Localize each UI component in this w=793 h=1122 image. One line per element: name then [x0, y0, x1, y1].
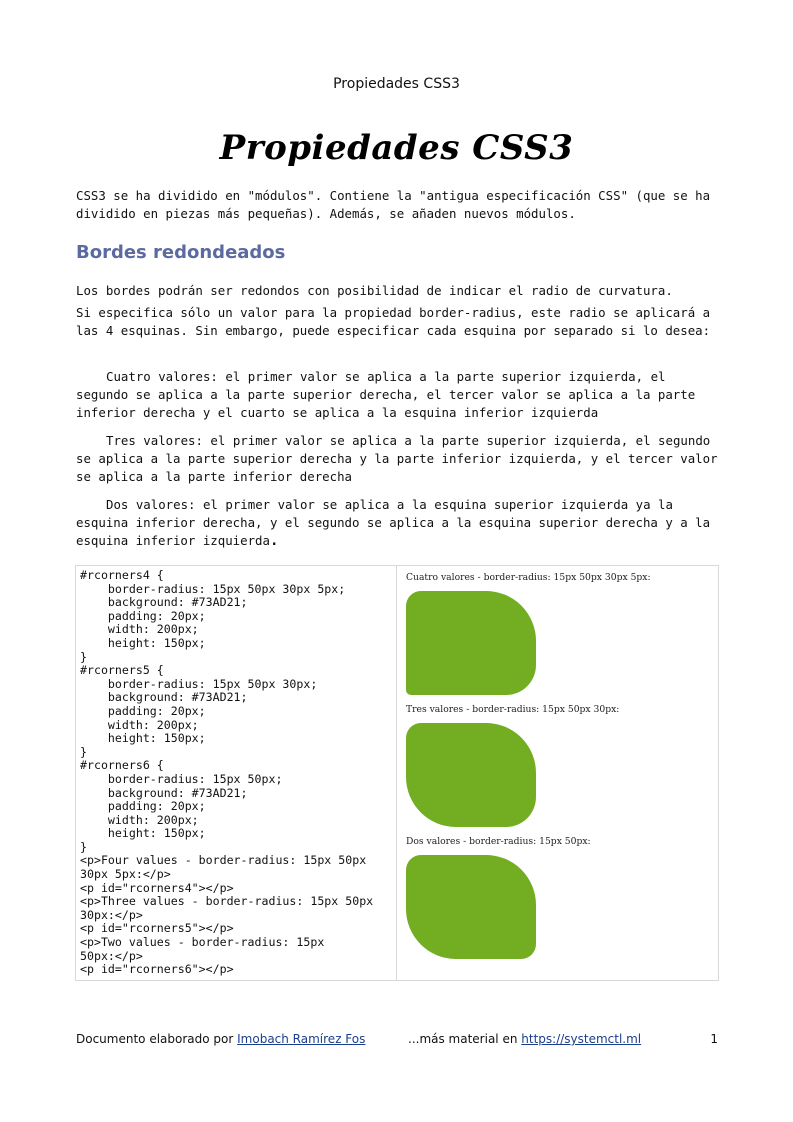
paragraph-two-values-text: Dos valores: el primer valor se aplica a la esquina superior izquierda ya la esquina inferior derecha, y el segundo se aplica a la esquina superior derecha y a la esquina inferior izquierda — [76, 497, 711, 548]
footer-author-block — [76, 1032, 365, 1046]
rounded-box-two-values — [406, 855, 536, 959]
author-link[interactable]: Imobach Ramírez Fos — [237, 1032, 366, 1046]
running-header: Propiedades CSS3 — [333, 76, 460, 92]
rounded-box-four-values — [406, 591, 536, 695]
example-table — [75, 565, 719, 981]
caption-two-values: Dos valores - border-radius: 15px 50px: — [406, 836, 591, 847]
paragraph-two-values — [76, 496, 724, 550]
rounded-box-three-values — [406, 723, 536, 827]
result-cell — [397, 566, 718, 980]
footer-prefix: Documento elaborado por — [76, 1032, 238, 1046]
caption-three-values: Tres valores - border-radius: 15px 50px 30px: — [406, 704, 620, 715]
footer-more-text: ...más material en — [408, 1032, 522, 1046]
page-number: 1 — [710, 1032, 718, 1046]
footer-more-block — [408, 1032, 641, 1046]
paragraph-rounded-borders: Los bordes podrán ser redondos con posibilidad de indicar el radio de curvatura. — [76, 283, 673, 298]
paragraph-single-value: Si especifica sólo un valor para la propiedad border-radius, este radio se aplicará a las 4 esquinas. Sin embargo, puede especificar cada esquina por separado si lo desea: — [76, 305, 711, 338]
site-link[interactable]: https://systemctl.ml — [521, 1032, 642, 1046]
paragraph-three-values: Tres valores: el primer valor se aplica a la parte superior izquierda, el segundo se aplica a la parte superior derecha y la parte inferior izquierda, y el tercer valor se aplica a la parte inferior derecha — [76, 433, 718, 484]
code-listing: #rcorners4 { border-radius: 15px 50px 30px 5px; background: #73AD21; padding: 20px; width: 200px; height: 150px; } #rcorners5 { border-radius: 15px 50px 30px; background: #73AD21; padding: 20px; width: 200px; height: 150px; } #rcorners6 { border-radius: 15px 50px; background: #73AD21; padding: 20px; width: 200px; height: 150px; } <p>Four values - border-radius: 15px 50px 30px 5px:</p> <p id="rcorners4"></p> <p>Three values - border-radius: 15px 50px 30px:</p> <p id="rcorners5"></p> <p>Two values - border-radius: 15px 50px:</p> <p id="rcorners6"></p> — [80, 568, 374, 977]
page-title: Propiedades CSS3 — [219, 128, 574, 168]
code-cell — [76, 566, 397, 980]
paragraph-two-values-end: . — [269, 533, 279, 549]
paragraph-four-values: Cuatro valores: el primer valor se aplica a la parte superior izquierda, el segundo se aplica a la parte superior derecha, el tercer valor se aplica a la parte inferior derecha y el cuarto se aplica a la esquina inferior izquierda — [76, 369, 696, 420]
caption-four-values: Cuatro valores - border-radius: 15px 50px 30px 5px: — [406, 572, 651, 583]
section-heading: Bordes redondeados — [76, 242, 286, 263]
intro-paragraph: CSS3 se ha dividido en "módulos". Contiene la "antigua especificación CSS" (que se ha dividido en piezas más pequeñas). Además, se añaden nuevos módulos. — [76, 188, 711, 221]
